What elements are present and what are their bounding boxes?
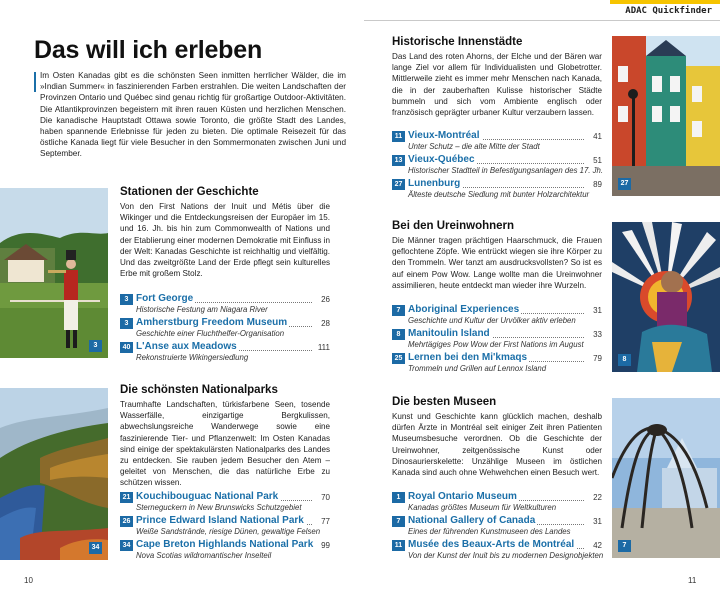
entry-subtitle: Kanadas größtes Museum für Weltkulturen bbox=[408, 503, 557, 512]
page-number-left: 10 bbox=[24, 576, 33, 585]
image-page-badge: 27 bbox=[618, 178, 631, 190]
entry-number-badge: 1 bbox=[392, 492, 405, 503]
natives-section bbox=[392, 220, 602, 291]
parks-section bbox=[120, 384, 330, 489]
intro-text: Im Osten Kanadas gibt es die schönsten Seen inmitten herrlicher Wälder, die im »Indian Summer« in faszinierenden Farben erstrahlen. Die weiten Landschaften der Provinzen Ontario und Québec sind genau richtig für großartige Outdoor-Aktivitäten. Die Atlantikprovinzen begeistern mit ihren rauen Küsten und herzlichen Menschen. Die kanadische Hauptstadt Ottawa sowie Toronto, die größte Stadt des Landes, haben spannende Erlebnisse für jeden zu bieten. Die optimale Reisezeit für das östliche Kanada liegt für viele Besucher in den Sommermonaten zwischen Juni und September. bbox=[40, 71, 346, 159]
entry-page-number: 77 bbox=[321, 517, 330, 526]
entry-subtitle: Historische Festung am Niagara River bbox=[136, 305, 268, 314]
entry-number-badge: 34 bbox=[120, 540, 133, 551]
entry-page-number: 99 bbox=[321, 541, 330, 550]
entry-subtitle: Geschichte einer Fluchthelfer-Organisation bbox=[136, 329, 285, 338]
entry-page-number: 26 bbox=[321, 295, 330, 304]
museums-entries bbox=[392, 491, 602, 563]
entry-number-badge: 13 bbox=[392, 155, 405, 166]
entry-number-badge: 3 bbox=[120, 294, 133, 305]
entry-title-link[interactable]: Vieux-Montréal bbox=[408, 130, 480, 141]
entry-page-number: 51 bbox=[593, 156, 602, 165]
entry-title-link[interactable]: Vieux-Québec bbox=[408, 154, 475, 165]
entry-page-number: 33 bbox=[593, 330, 602, 339]
image-page-badge: 8 bbox=[618, 354, 631, 366]
list-item[interactable] bbox=[392, 130, 602, 154]
image-page-badge: 7 bbox=[618, 540, 631, 552]
history-section bbox=[120, 186, 330, 279]
history-entries bbox=[120, 293, 330, 365]
entry-subtitle: Rekonstruierte Wikingersiedlung bbox=[136, 353, 249, 362]
museums-section bbox=[392, 396, 602, 478]
parks-entries bbox=[120, 491, 330, 563]
entry-number-badge: 27 bbox=[392, 179, 405, 190]
entry-title-link[interactable]: Royal Ontario Museum bbox=[408, 491, 517, 502]
history-heading: Stationen der Geschichte bbox=[120, 186, 259, 198]
entry-page-number: 28 bbox=[321, 319, 330, 328]
page-number-right: 11 bbox=[688, 576, 697, 585]
list-item[interactable] bbox=[392, 178, 602, 202]
lunenburg-photo bbox=[612, 36, 720, 196]
brand-label: ADAC Quickfinder bbox=[625, 6, 712, 16]
parks-heading: Die schönsten Nationalparks bbox=[120, 384, 278, 396]
museums-heading: Die besten Museen bbox=[392, 396, 497, 408]
entry-subtitle: Unter Schutz – die alte Mitte der Stadt bbox=[408, 142, 540, 151]
list-item[interactable] bbox=[120, 341, 330, 365]
entry-subtitle: Nova Scotias wildromantischer Inselteil bbox=[136, 551, 272, 560]
entry-subtitle: Älteste deutsche Siedlung mit bunter Holzarchitektur bbox=[408, 190, 590, 199]
entry-number-badge: 21 bbox=[120, 492, 133, 503]
entry-number-badge: 40 bbox=[120, 342, 133, 353]
entry-subtitle: Geschichte und Kultur der Urvölker aktiv erleben bbox=[408, 316, 576, 325]
entry-page-number: 42 bbox=[593, 541, 602, 550]
list-item[interactable] bbox=[392, 328, 602, 352]
page-header bbox=[360, 0, 720, 22]
entry-page-number: 22 bbox=[593, 493, 602, 502]
pow-wow-dancer-photo bbox=[612, 222, 720, 372]
entry-number-badge: 11 bbox=[392, 540, 405, 551]
fort-george-photo bbox=[0, 188, 108, 358]
entry-title-link[interactable]: Amherstburg Freedom Museum bbox=[136, 317, 288, 328]
intro-marker bbox=[34, 72, 36, 92]
entry-subtitle: Von der Kunst der Inuit bis zu modernen Designobjekten bbox=[408, 551, 604, 560]
entry-number-badge: 7 bbox=[392, 516, 405, 527]
entry-title-link[interactable]: Manitoulin Island bbox=[408, 328, 490, 339]
entry-subtitle: Mehrtägiges Pow Wow der First Nations im August bbox=[408, 340, 584, 349]
intro-paragraph bbox=[34, 70, 346, 160]
entry-title-link[interactable]: National Gallery of Canada bbox=[408, 515, 536, 526]
entry-subtitle: Eines der führenden Kunstmuseen des Landes bbox=[408, 527, 571, 536]
entry-number-badge: 8 bbox=[392, 329, 405, 340]
entry-title-link[interactable]: Kouchibouguac National Park bbox=[136, 491, 279, 502]
entry-page-number: 70 bbox=[321, 493, 330, 502]
list-item[interactable] bbox=[120, 539, 330, 563]
national-gallery-photo bbox=[612, 398, 720, 558]
entry-title-link[interactable]: Cape Breton Highlands National Park bbox=[136, 539, 314, 550]
entry-number-badge: 3 bbox=[120, 318, 133, 329]
natives-heading: Bei den Ureinwohnern bbox=[392, 220, 515, 232]
entry-subtitle: Weiße Sandstrände, riesige Dünen, gewaltige Felsen bbox=[136, 527, 321, 536]
historic-body: Das Land des roten Ahorns, der Elche und der Bären war lange Ziel vor allem für Individualisten und Globetrotter. Mittlerweile zieht es immer mehr Menschen nach Kanada, die in der zauberhaften Kulisse historischer Städte bummeln und sich vom Ambiente englisch oder französisch geprägter urbaner Kultur verzaubern lassen. bbox=[392, 52, 602, 118]
entry-page-number: 31 bbox=[593, 306, 602, 315]
entry-number-badge: 26 bbox=[120, 516, 133, 527]
history-body: Von den First Nations der Inuit und Métis über die Wikinger und die Entdeckungsreisen der Europäer im 15. und 16. Jh. bis hin zum Commonwealth of Nations und der Etablierung einer modernen Demokratie mit Einfluss in der Welt: Kanadas Geschichte ist reichhaltig und vielfältig. Und das zweitgrößte Land der Erde pflegt sein kulturelles Erbe mit großem Stolz. bbox=[120, 202, 330, 279]
entry-number-badge: 11 bbox=[392, 131, 405, 142]
list-item[interactable] bbox=[120, 515, 330, 539]
entry-number-badge: 25 bbox=[392, 353, 405, 364]
historic-heading: Historische Innenstädte bbox=[392, 36, 523, 48]
natives-body: Die Männer tragen prächtigen Haarschmuck, die Frauen geflochtene Zöpfe. Wie entrückt wiegen sie ihre Körper zu den Trommeln. Wer tanzt am ausdrucksvollsten? So ist es auf einem Pow Wow. Lange wollte man die Ureinwohner assimilieren, heute entdeckt man wieder ihre Wurzeln. bbox=[392, 236, 602, 290]
entry-title-link[interactable]: Fort George bbox=[136, 293, 194, 304]
list-item[interactable] bbox=[120, 491, 330, 515]
entry-title-link[interactable]: Lunenburg bbox=[408, 178, 461, 189]
entry-page-number: 31 bbox=[593, 517, 602, 526]
natives-entries bbox=[392, 304, 602, 376]
page-title: Das will ich erleben bbox=[34, 36, 263, 64]
entry-subtitle: Trommeln und Grillen auf Lennox Island bbox=[408, 364, 547, 373]
list-item[interactable] bbox=[392, 154, 602, 178]
entry-page-number: 89 bbox=[593, 180, 602, 189]
list-item[interactable] bbox=[392, 491, 602, 515]
list-item[interactable] bbox=[392, 304, 602, 328]
entry-page-number: 79 bbox=[593, 354, 602, 363]
entry-page-number: 111 bbox=[317, 343, 330, 352]
entry-title-link[interactable]: Musée des Beaux-Arts de Montréal bbox=[408, 539, 575, 550]
entry-title-link[interactable]: Lernen bei den Mi'kmaqs bbox=[408, 352, 528, 363]
list-item[interactable] bbox=[392, 539, 602, 563]
entry-page-number: 41 bbox=[593, 132, 602, 141]
entry-subtitle: Sterneguckern in New Brunswicks Schutzgebiet bbox=[136, 503, 302, 512]
list-item[interactable] bbox=[120, 317, 330, 341]
parks-body: Traumhafte Landschaften, türkisfarbene Seen, tosende Wasserfälle, einzigartige Bergkulissen, abwechslungsreiche Wanderwege sowie eine faszinierende Tier- und Pflanzenwelt: Im Osten Kanadas sind einige der spektakulärsten Nationalparks des Landes zu entdecken. Sie rauben jedem Besucher den Atem – geleitet von Menschen, die das natürliche Erbe zu schützen wissen. bbox=[120, 400, 330, 488]
cape-breton-photo bbox=[0, 388, 108, 560]
historic-entries bbox=[392, 130, 602, 202]
header-accent-bar bbox=[610, 0, 720, 4]
entry-number-badge: 7 bbox=[392, 305, 405, 316]
list-item[interactable] bbox=[392, 515, 602, 539]
museums-body: Kunst und Geschichte kann glücklich machen, deshalb dürfen Ärzte in Montréal seit einiger Zeit ihren Patienten Museumsbesuche verordnen. Ob die Geschichte der Ureinwohner, zeitgenössische Kunst oder Dinosaurierskelette: Unzählige Museen im östlichen Kanada sind auch ohne Wehwehchen einen Besuch wert. bbox=[392, 412, 602, 478]
image-page-badge: 3 bbox=[89, 340, 102, 352]
image-page-badge: 34 bbox=[89, 542, 102, 554]
historic-cities-section bbox=[392, 36, 602, 118]
entry-title-link[interactable]: Aboriginal Experiences bbox=[408, 304, 520, 315]
entry-subtitle: Historischer Stadtteil in Befestigungsanlagen des 17. Jh. bbox=[408, 166, 604, 175]
header-divider bbox=[364, 20, 720, 21]
entry-title-link[interactable]: Prince Edward Island National Park bbox=[136, 515, 304, 526]
list-item[interactable] bbox=[120, 293, 330, 317]
entry-title-link[interactable]: L'Anse aux Meadows bbox=[136, 341, 237, 352]
list-item[interactable] bbox=[392, 352, 602, 376]
